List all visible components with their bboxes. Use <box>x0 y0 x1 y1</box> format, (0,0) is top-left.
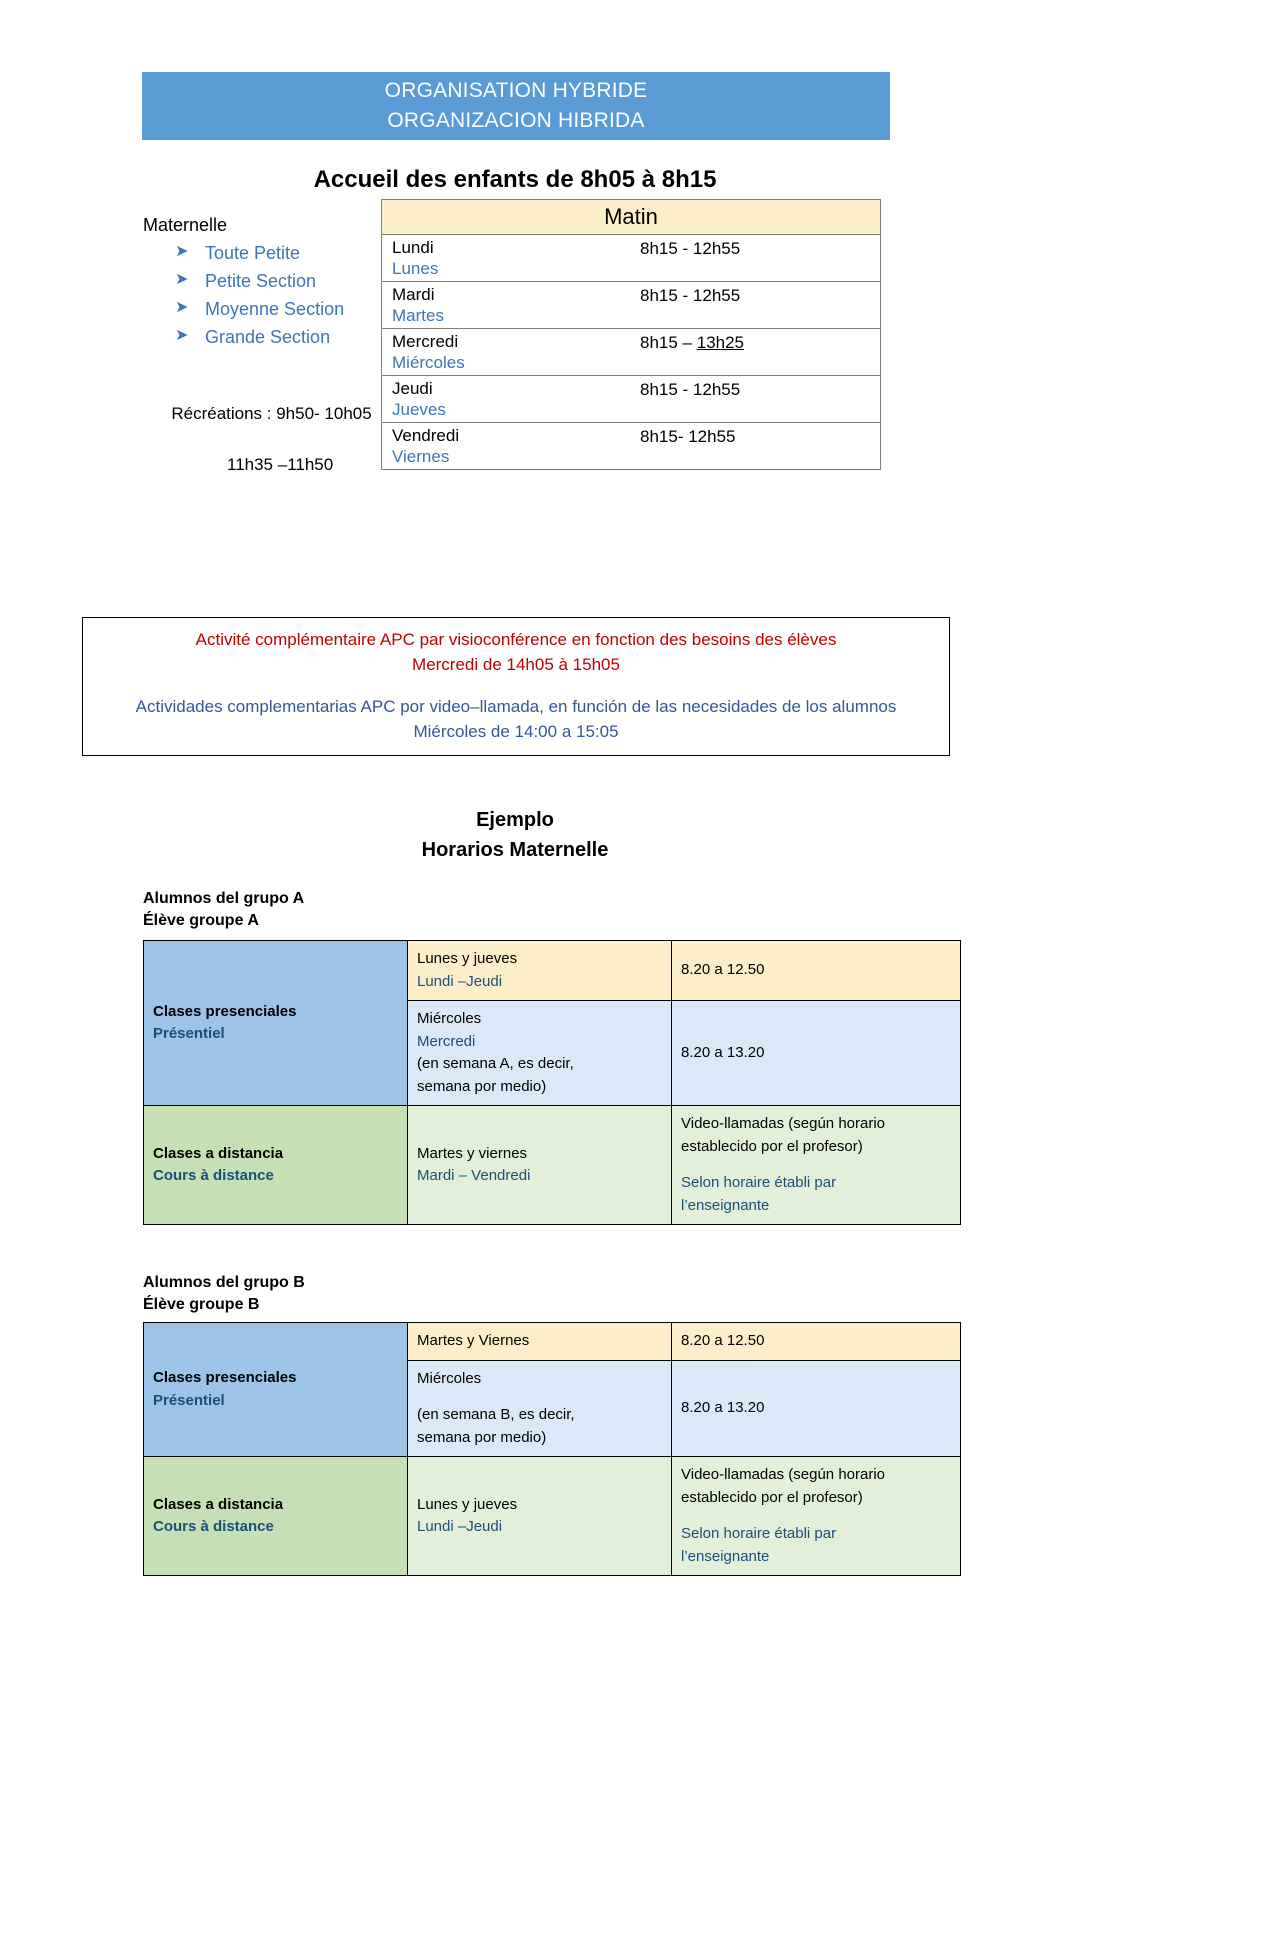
group-a-presencial-category <box>144 941 408 1106</box>
day-label-fr: Lundi <box>392 238 434 257</box>
group-b-days-row2 <box>408 1360 672 1457</box>
days-fr: Mardi – Vendredi <box>417 1167 531 1184</box>
section-label: Moyenne Section <box>205 298 345 319</box>
group-b-label-es: Alumnos del grupo B <box>143 1274 305 1291</box>
section-label: Grande Section <box>205 326 331 347</box>
arrow-bullet-icon: ➤ <box>175 326 189 344</box>
category-label-fr: Cours à distance <box>153 1167 274 1184</box>
days-es: Lunes y jueves <box>417 950 518 967</box>
day-label-es: Martes <box>392 306 444 325</box>
maternelle-section-list <box>143 240 383 352</box>
table-row <box>382 282 881 329</box>
group-b-time-row1: 8.20 a 12.50 <box>672 1323 961 1361</box>
day-label-es: Viernes <box>392 447 450 466</box>
time-es-line-1: Video-llamadas (según horario <box>681 1466 886 1483</box>
arrow-bullet-icon: ➤ <box>175 298 189 316</box>
apc-fr-line-1: Activité complémentaire APC par visioconférence en fonction des besoins des élèves <box>195 630 837 649</box>
group-a-label <box>143 888 304 933</box>
table-row <box>382 376 881 423</box>
day-label-es: Lunes <box>392 259 439 278</box>
category-label-es: Clases a distancia <box>153 1495 284 1513</box>
group-a-time-row3 <box>672 1106 961 1225</box>
matin-row-monday <box>382 235 881 282</box>
time-value: 8h15 - 12h55 <box>640 380 741 399</box>
table-row <box>382 423 881 470</box>
category-label-es: Clases presenciales <box>153 1002 297 1020</box>
days-fr: Mercredi <box>417 1032 476 1050</box>
group-b-time-row2: 8.20 a 13.20 <box>672 1360 961 1457</box>
category-label-fr: Présentiel <box>153 1025 225 1042</box>
maternelle-heading: Maternelle <box>143 215 228 235</box>
group-a-time-row1: 8.20 a 12.50 <box>672 941 961 1001</box>
group-b-schedule-table <box>143 1322 961 1576</box>
list-item <box>175 240 383 268</box>
table-header-row <box>382 200 881 235</box>
recreations-block <box>143 376 383 529</box>
group-a-time-row2: 8.20 a 13.20 <box>672 1001 961 1106</box>
ejemplo-heading <box>0 805 1030 865</box>
apc-fr-line-2: Mercredi de 14h05 à 15h05 <box>412 654 620 674</box>
table-row <box>144 1457 961 1576</box>
section-label: Petite Section <box>205 270 317 291</box>
apc-spacer <box>89 677 943 695</box>
days-extra-1: (en semana B, es decir, <box>417 1406 575 1423</box>
group-b-days-row3 <box>408 1457 672 1576</box>
table-row <box>382 329 881 376</box>
ejemplo-line-2: Horarios Maternelle <box>421 839 609 861</box>
arrow-bullet-icon: ➤ <box>175 243 189 260</box>
time-fr-line-1: Selon horaire établi par <box>681 1174 837 1191</box>
group-b-time-row3 <box>672 1457 961 1576</box>
accueil-title: Accueil des enfants de 8h05 à 8h15 <box>313 166 717 193</box>
days-extra-2: semana por medio) <box>417 1428 547 1446</box>
time-spacer <box>681 1158 951 1172</box>
matin-header-cell: Matin <box>382 200 881 235</box>
group-b-label-fr: Élève groupe B <box>143 1296 260 1314</box>
banner-line-es: ORGANIZACION HIBRIDA <box>387 109 645 132</box>
matin-row-friday <box>382 423 881 470</box>
time-value: 8h15 - 12h55 <box>640 286 741 305</box>
day-label-es: Miércoles <box>392 353 465 372</box>
days-es: Miércoles <box>417 1010 482 1027</box>
days-extra-2: semana por medio) <box>417 1077 547 1095</box>
table-row <box>144 941 961 1001</box>
time-es-line-2: establecido por el profesor) <box>681 1488 863 1506</box>
banner-line-fr: ORGANISATION HYBRIDE <box>384 78 648 102</box>
category-label-fr: Présentiel <box>153 1391 225 1409</box>
group-a-days-row3 <box>408 1106 672 1225</box>
recreations-line-2: 11h35 –11h50 <box>227 455 334 475</box>
group-a-label-es: Alumnos del grupo A <box>143 890 305 907</box>
days-fr: Lundi –Jeudi <box>417 972 503 990</box>
table-row <box>382 235 881 282</box>
group-a-schedule-table <box>143 940 961 1225</box>
time-value: 8h15 – 13h25 <box>640 333 745 352</box>
apc-es-line-1: Actividades complementarias APC por video–llamada, en función de las necesidades de los alumnos <box>135 697 897 717</box>
time-es-line-1: Video-llamadas (según horario <box>681 1115 886 1132</box>
time-value: 8h15 - 12h55 <box>640 239 741 258</box>
header-banner <box>142 72 890 140</box>
list-item <box>175 324 383 352</box>
time-fr-line-2: l’enseignante <box>681 1196 770 1214</box>
days-es: Martes y Viernes <box>417 1332 530 1349</box>
day-label-fr: Mercredi <box>392 332 459 351</box>
group-a-days-row1 <box>408 941 672 1001</box>
time-es-line-2: establecido por el profesor) <box>681 1137 863 1155</box>
group-b-presencial-category <box>144 1323 408 1457</box>
group-b-distancia-category <box>144 1457 408 1576</box>
category-label-es: Clases presenciales <box>153 1369 297 1386</box>
table-row <box>144 1323 961 1361</box>
days-extra-1: (en semana A, es decir, <box>417 1055 574 1072</box>
time-fr-line-2: l’enseignante <box>681 1547 770 1565</box>
matin-row-thursday <box>382 376 881 423</box>
days-es: Miércoles <box>417 1369 482 1387</box>
days-spacer <box>417 1390 662 1404</box>
day-label-fr: Mardi <box>392 285 435 304</box>
group-b-days-row1 <box>408 1323 672 1361</box>
category-label-es: Clases a distancia <box>153 1144 284 1162</box>
apc-notice-box <box>82 617 950 756</box>
apc-es-line-2: Miércoles de 14:00 a 15:05 <box>413 721 619 741</box>
days-es: Lunes y jueves <box>417 1495 518 1513</box>
time-spacer <box>681 1509 951 1523</box>
category-label-fr: Cours à distance <box>153 1518 274 1535</box>
matin-schedule-table <box>381 199 881 470</box>
matin-row-wednesday <box>382 329 881 376</box>
day-label-es: Jueves <box>392 400 446 419</box>
section-label: Toute Petite <box>205 243 301 263</box>
group-b-label <box>143 1272 305 1317</box>
group-a-label-fr: Élève groupe A <box>143 912 259 930</box>
list-item <box>175 268 383 296</box>
arrow-bullet-icon: ➤ <box>175 270 189 288</box>
time-fr-line-1: Selon horaire établi par <box>681 1525 837 1542</box>
table-row <box>144 1106 961 1225</box>
recreations-line-1: Récréations : 9h50- 10h05 <box>171 404 372 424</box>
ejemplo-line-1: Ejemplo <box>476 809 554 831</box>
time-value: 8h15- 12h55 <box>640 427 736 446</box>
list-item <box>175 296 383 324</box>
days-es: Martes y viernes <box>417 1144 528 1162</box>
day-label-fr: Jeudi <box>392 379 433 398</box>
matin-row-tuesday <box>382 282 881 329</box>
group-a-days-row2 <box>408 1001 672 1106</box>
maternelle-block <box>143 215 383 529</box>
days-fr: Lundi –Jeudi <box>417 1518 503 1535</box>
day-label-fr: Vendredi <box>392 426 460 445</box>
group-a-distancia-category <box>144 1106 408 1225</box>
